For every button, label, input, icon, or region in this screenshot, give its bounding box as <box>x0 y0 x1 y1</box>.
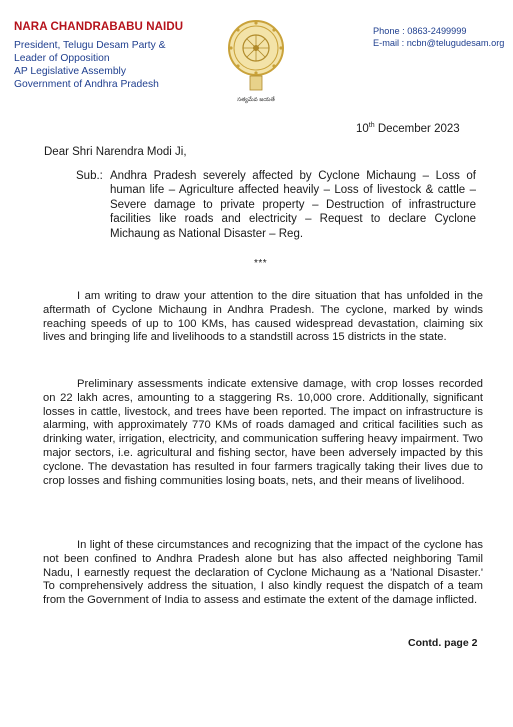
sender-title-line: President, Telugu Desam Party & <box>14 40 166 51</box>
subject-text: Andhra Pradesh severely affected by Cyclone Michaung – Loss of human life – Agriculture affected heavily – Loss of livestock & cattle – Severe damage to private property – Destruction of infrastructure facilities like roads and electricity – Request to declare Cyclone Michaung as National Disaster – Reg. <box>110 170 476 240</box>
emblem-caption: సత్యమేవ జయతే <box>237 97 275 103</box>
letterhead-sender <box>14 21 204 91</box>
sender-name: NARA CHANDRABABU NAIDU <box>14 21 184 33</box>
phone-number: Phone : 0863-2499999 <box>373 26 467 36</box>
sender-title-line: Leader of Opposition <box>14 53 110 64</box>
continued-note: Contd. page 2 <box>408 637 478 649</box>
body-paragraph: I am writing to draw your attention to the dire situation that has unfolded in the aftermath of Cyclone Michaung in Andhra Pradesh. The cyclone, marked by winds reaching speeds of up to 100 KMs, has caused widespread devastation, claiming six lives and bringing life and livelihoods to a standstill across 15 districts in the state. <box>43 290 483 344</box>
date-suffix: th <box>368 122 375 130</box>
body-paragraph: In light of these circumstances and recognizing that the impact of the cyclone has not been confined to Andhra Pradesh alone but has also affected neighboring Tamil Nadu, I earnestly request the declaration of Cyclone Michaung as a 'National Disaster.' To comprehensively address the situation, I also kindly request the dispatch of a team from the Government of India to assess and estimate the extent of the damage inflicted. <box>43 539 483 607</box>
date-month-year: December 2023 <box>374 123 460 135</box>
emblem-icon <box>226 14 286 98</box>
state-emblem <box>226 14 286 102</box>
sender-title-line: AP Legislative Assembly <box>14 66 126 77</box>
sender-title-line: Government of Andhra Pradesh <box>14 79 159 90</box>
letter-date <box>356 123 460 135</box>
body-paragraph: Preliminary assessments indicate extensive damage, with crop losses recorded on 22 lakh acres, amounting to a staggering Rs. 10,000 crore. Additionally, significant losses in cattle, livestock, and trees have been reported. The impact on infrastructure is alarming, with approximately 770 KMs of roads damaged and critical facilities such as drinking water, irrigation, electricity, and communication suffering heavy impairment. Two major sectors, i.e. agricultural and fishing sector, have been adversely impacted by this cyclone. The devastation has resulted in four farmers tragically taking their lives due to crop losses and fishing communities losing boats, nets, and their means of livelihood. <box>43 378 483 487</box>
date-day: 10 <box>356 123 369 135</box>
subject-label: Sub.: <box>76 170 103 182</box>
section-separator: *** <box>254 258 268 269</box>
contact-details <box>373 25 504 49</box>
salutation: Dear Shri Narendra Modi Ji, <box>44 146 187 158</box>
email-address: E-mail : ncbn@telugudesam.org <box>373 38 505 48</box>
subject-block <box>76 169 476 241</box>
